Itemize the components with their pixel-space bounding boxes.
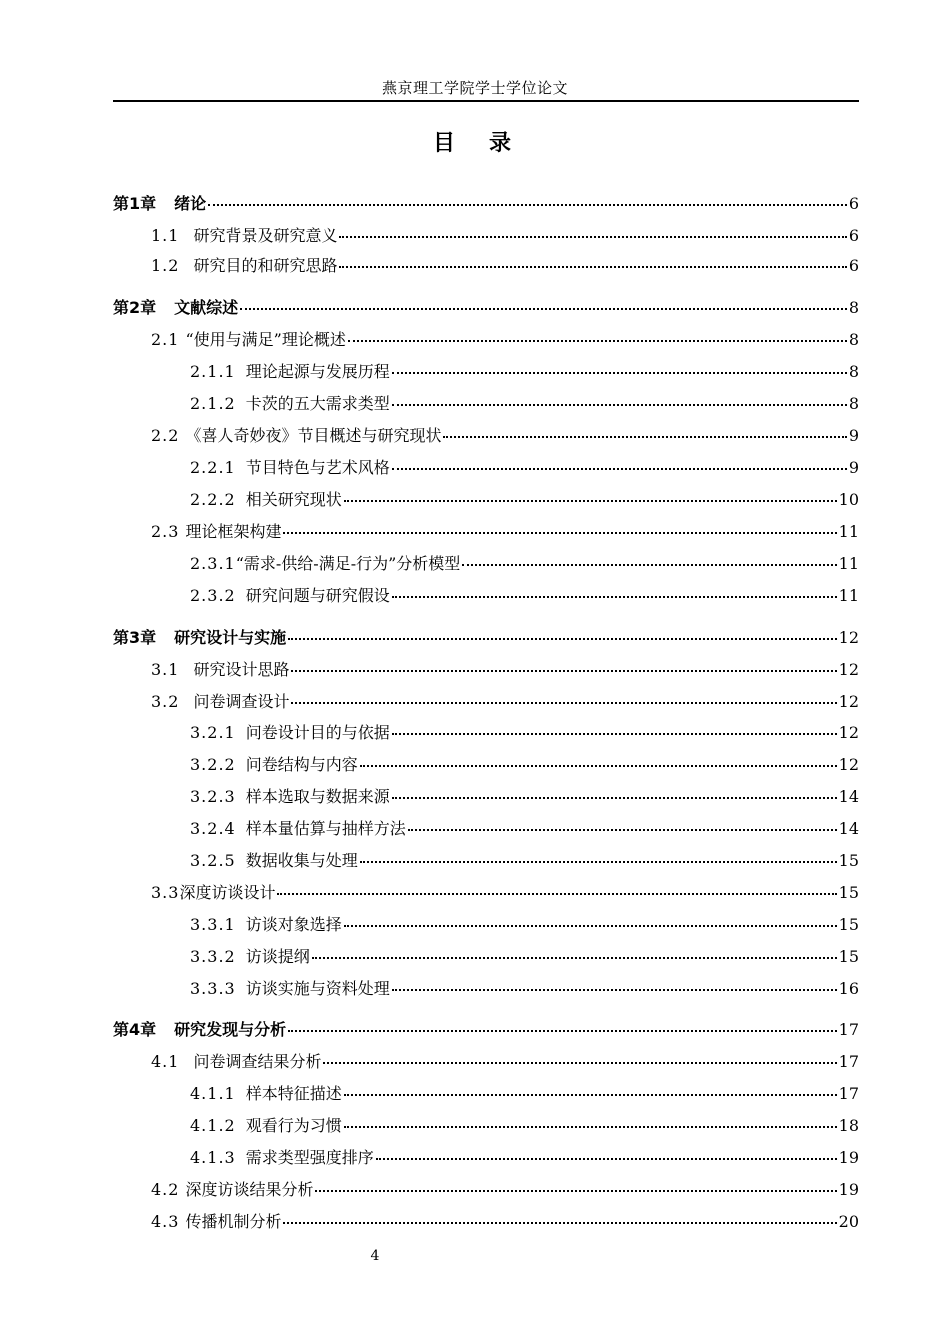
toc-entry[interactable] (113, 623, 859, 653)
toc-number: 3.2.5 (190, 851, 236, 870)
dot-leader (240, 294, 847, 310)
dot-leader (288, 1016, 836, 1032)
toc-entry[interactable] (113, 581, 859, 611)
toc-entry[interactable] (113, 485, 859, 515)
toc-page: 12 (838, 660, 859, 679)
toc-page: 16 (838, 979, 859, 998)
toc-number: 4.2 (151, 1180, 180, 1199)
toc-number: 第1章 (113, 194, 157, 213)
toc-entry[interactable] (113, 1207, 859, 1237)
toc-page: 17 (838, 1052, 859, 1071)
toc-number: 3.3.3 (190, 979, 236, 998)
toc-number: 2.2.2 (190, 490, 236, 509)
toc-title: 目 录 (432, 131, 517, 156)
toc-entry[interactable] (113, 974, 859, 1004)
toc-label: 样本特征描述 (245, 1084, 342, 1103)
toc-number: 3.3 (151, 883, 180, 902)
toc-label: 《喜人奇妙夜》节目概述与研究现状 (185, 426, 442, 445)
toc-entry[interactable] (113, 718, 859, 748)
toc-page: 8 (848, 298, 859, 317)
toc-number: 3.2.2 (190, 755, 236, 774)
dot-leader (392, 719, 837, 735)
toc-entry[interactable] (113, 655, 859, 685)
dot-leader (392, 358, 847, 374)
toc-page: 14 (838, 787, 859, 806)
dot-leader (443, 422, 846, 438)
toc-number: 3.3.2 (190, 947, 236, 966)
dot-leader (344, 486, 837, 502)
toc-entry[interactable] (113, 1143, 859, 1173)
toc-label: 传播机制分析 (185, 1212, 282, 1231)
toc-number: 第2章 (113, 298, 157, 317)
toc-page: 12 (838, 628, 859, 647)
toc-entry[interactable] (113, 1079, 859, 1109)
toc-entry[interactable] (113, 221, 859, 251)
dot-leader (344, 1080, 837, 1096)
toc-label: “使用与满足”理论概述 (185, 330, 346, 349)
toc-page: 14 (838, 819, 859, 838)
toc-page: 12 (838, 755, 859, 774)
toc-label: 绪论 (174, 194, 207, 213)
dot-leader (344, 1112, 837, 1128)
dot-leader (277, 879, 836, 895)
toc-number: 3.1 (151, 660, 180, 679)
toc-entry[interactable] (113, 846, 859, 876)
toc-label: 问卷结构与内容 (245, 755, 358, 774)
toc-number: 3.2.4 (190, 819, 236, 838)
toc-entry[interactable] (113, 453, 859, 483)
toc-entry[interactable] (113, 1111, 859, 1141)
toc-number: 3.2 (151, 692, 180, 711)
toc-entry[interactable] (113, 814, 859, 844)
toc-number: 2.1.1 (190, 362, 236, 381)
toc-entry[interactable] (113, 1047, 859, 1077)
toc-label: 研究发现与分析 (174, 1020, 287, 1039)
toc-page: 15 (838, 947, 859, 966)
toc-entry[interactable] (113, 1015, 859, 1045)
toc-entry[interactable] (113, 942, 859, 972)
toc-number: 2.1 (151, 330, 180, 349)
toc-page: 8 (848, 330, 859, 349)
toc-entry[interactable] (113, 517, 859, 547)
toc-page: 6 (848, 194, 859, 213)
toc-label: 节目特色与艺术风格 (245, 458, 390, 477)
toc-entry[interactable] (113, 687, 859, 717)
toc-entry[interactable] (113, 251, 859, 281)
dot-leader (339, 252, 846, 268)
toc-label: 问卷设计目的与依据 (245, 723, 390, 742)
toc-page: 11 (838, 522, 859, 541)
toc-entry[interactable] (113, 910, 859, 940)
toc-label: 卡茨的五大需求类型 (245, 394, 390, 413)
toc-number: 1.1 (151, 226, 180, 245)
toc-label: 研究目的和研究思路 (193, 256, 338, 275)
dot-leader (288, 624, 836, 640)
dot-leader (323, 1048, 836, 1064)
toc-entry[interactable] (113, 357, 859, 387)
toc-number: 2.1.2 (190, 394, 236, 413)
dot-leader (283, 518, 836, 534)
toc-page: 19 (838, 1148, 859, 1167)
toc-page: 17 (838, 1020, 859, 1039)
toc-entry[interactable] (113, 189, 859, 219)
dot-leader (315, 1176, 836, 1192)
dot-leader (392, 454, 847, 470)
dot-leader (339, 222, 846, 238)
toc-number: 4.3 (151, 1212, 180, 1231)
toc-number: 4.1.3 (190, 1148, 236, 1167)
toc-label: 需求类型强度排序 (245, 1148, 374, 1167)
toc-label: 访谈对象选择 (245, 915, 342, 934)
toc-label: 样本选取与数据来源 (245, 787, 390, 806)
toc-label: 文献综述 (174, 298, 239, 317)
toc-label: 理论框架构建 (185, 522, 282, 541)
toc-number: 2.3 (151, 522, 180, 541)
toc-number: 3.2.3 (190, 787, 236, 806)
toc-page: 20 (838, 1212, 859, 1231)
toc-label: “需求-供给-满足-行为”分析模型 (235, 554, 461, 573)
toc-entry[interactable] (113, 1175, 859, 1205)
dot-leader (344, 911, 837, 927)
toc-page: 8 (848, 362, 859, 381)
toc-entry[interactable] (113, 549, 859, 579)
toc-label: 理论起源与发展历程 (245, 362, 390, 381)
dot-leader (392, 582, 837, 598)
toc-label: 访谈提纲 (245, 947, 310, 966)
dot-leader (291, 656, 836, 672)
toc-number: 第3章 (113, 628, 157, 647)
toc-number: 2.3.1 (190, 554, 236, 573)
toc-page: 12 (838, 692, 859, 711)
dot-leader (392, 975, 837, 991)
toc-number: 2.2.1 (190, 458, 236, 477)
dot-leader (462, 550, 836, 566)
toc-number: 4.1.1 (190, 1084, 236, 1103)
dot-leader (392, 783, 837, 799)
toc-number: 3.3.1 (190, 915, 236, 934)
toc-number: 第4章 (113, 1020, 157, 1039)
toc-label: 访谈实施与资料处理 (245, 979, 390, 998)
toc-entry[interactable] (113, 389, 859, 419)
toc-page: 6 (848, 256, 859, 275)
toc-page: 10 (838, 490, 859, 509)
toc-page: 9 (848, 426, 859, 445)
dot-leader (283, 1208, 836, 1224)
dot-leader (348, 326, 847, 342)
dot-leader (408, 815, 837, 831)
toc-page: 6 (848, 226, 859, 245)
toc-entry[interactable] (113, 782, 859, 812)
toc-label: 相关研究现状 (245, 490, 342, 509)
toc-entry[interactable] (113, 421, 859, 451)
toc-page: 18 (838, 1116, 859, 1135)
page-number: 4 (370, 1248, 380, 1264)
toc-page: 12 (838, 723, 859, 742)
toc-entry[interactable] (113, 878, 859, 908)
toc-page: 15 (838, 851, 859, 870)
toc-label: 问卷调查设计 (193, 692, 290, 711)
toc-page: 8 (848, 394, 859, 413)
dot-leader (392, 390, 847, 406)
dot-leader (291, 688, 836, 704)
toc-page: 15 (838, 883, 859, 902)
toc-label: 研究设计思路 (193, 660, 290, 679)
toc-label: 深度访谈结果分析 (185, 1180, 314, 1199)
toc-page: 11 (838, 586, 859, 605)
toc-label: 问卷调查结果分析 (193, 1052, 322, 1071)
toc-label: 研究问题与研究假设 (245, 586, 390, 605)
toc-page: 19 (838, 1180, 859, 1199)
toc-number: 3.2.1 (190, 723, 236, 742)
header-rule (113, 100, 859, 102)
toc-number: 2.2 (151, 426, 180, 445)
toc-label: 深度访谈设计 (179, 883, 276, 902)
toc-number: 1.2 (151, 256, 180, 275)
running-header: 燕京理工学院学士学位论文 (381, 79, 568, 97)
toc-page: 15 (838, 915, 859, 934)
toc-label: 样本量估算与抽样方法 (245, 819, 406, 838)
toc-number: 4.1 (151, 1052, 180, 1071)
toc-label: 观看行为习惯 (245, 1116, 342, 1135)
dot-leader (208, 190, 847, 206)
toc-entry[interactable] (113, 325, 859, 355)
toc-page: 17 (838, 1084, 859, 1103)
toc-label: 研究背景及研究意义 (193, 226, 338, 245)
dot-leader (360, 751, 837, 767)
toc-number: 4.1.2 (190, 1116, 236, 1135)
toc-entry[interactable] (113, 750, 859, 780)
toc-entry[interactable] (113, 293, 859, 323)
dot-leader (376, 1144, 837, 1160)
toc-page: 9 (848, 458, 859, 477)
toc-label: 数据收集与处理 (245, 851, 358, 870)
toc-page: 11 (838, 554, 859, 573)
toc-label: 研究设计与实施 (174, 628, 287, 647)
toc-number: 2.3.2 (190, 586, 236, 605)
dot-leader (312, 943, 837, 959)
dot-leader (360, 847, 837, 863)
